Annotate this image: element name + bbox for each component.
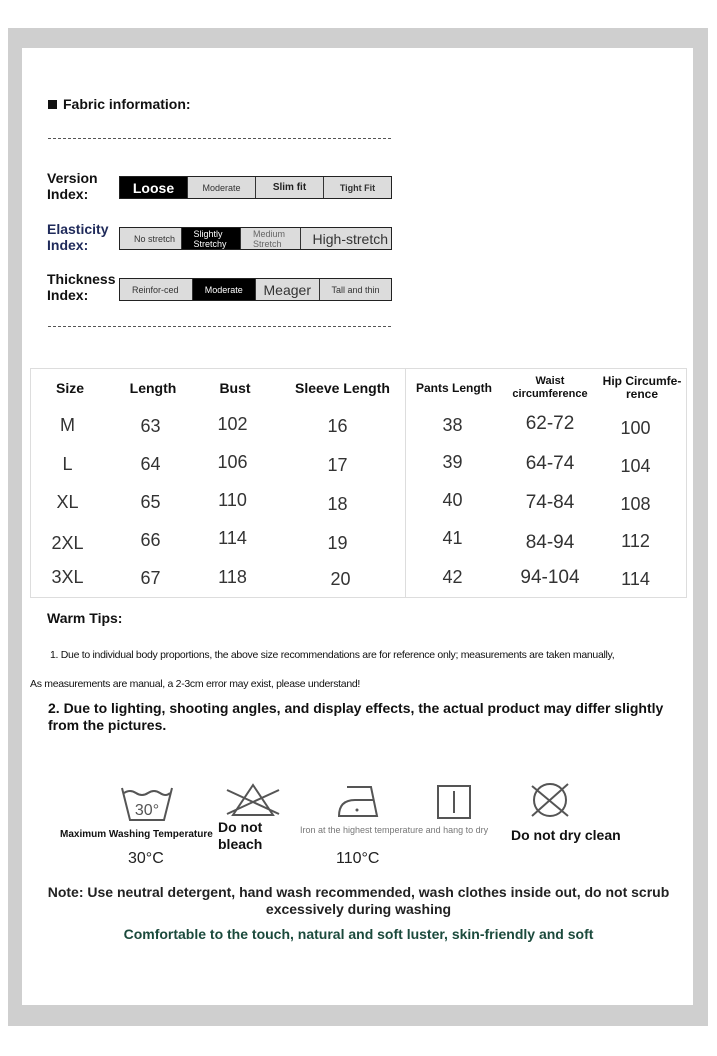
cell-hip: 100 xyxy=(620,418,651,438)
fabric-info-title: Fabric information: xyxy=(63,96,191,112)
cell-sleeve: 20 xyxy=(330,569,351,589)
cell-hip: 114 xyxy=(621,569,650,589)
header-pants-length: Pants Length xyxy=(415,381,492,395)
wash-temp: 30°C xyxy=(128,850,164,867)
thickness-option-meager: Meager xyxy=(255,279,319,300)
tip-2: 2. Due to lighting, shooting angles, and display effects, the actual product may differ slightly from the pictures. xyxy=(48,700,664,733)
dry-clean-label: Do not dry clean xyxy=(511,827,621,843)
version-option-moderate: Moderate xyxy=(187,177,255,198)
elasticity-option-slightly-stretchy: Slightly Stretchy xyxy=(181,228,241,249)
header-length: Length xyxy=(129,380,177,396)
cell-hip: 104 xyxy=(620,456,651,476)
bleach-label: Do not bleach xyxy=(218,819,263,852)
iron-label: Iron at the highest temperature and hang to dry xyxy=(300,825,489,835)
dashed-divider-top xyxy=(48,138,391,139)
cell-bust: 110 xyxy=(218,490,247,510)
cell-pants: 42 xyxy=(442,567,463,587)
elasticity-option-no-stretch: No stretch xyxy=(134,233,176,244)
wash-30-icon xyxy=(120,784,174,824)
svg-text:30°: 30° xyxy=(134,802,160,819)
cell-bust: 102 xyxy=(217,414,248,434)
header-bust: Bust xyxy=(219,380,251,396)
cell-length: 67 xyxy=(140,568,161,588)
cell-sleeve: 19 xyxy=(327,533,348,553)
thickness-index-bar xyxy=(119,278,392,301)
version-index-label xyxy=(47,170,119,202)
cell-waist: 94-104 xyxy=(520,567,580,588)
cell-waist: 84-94 xyxy=(525,532,575,553)
cell-bust: 118 xyxy=(218,567,247,587)
cell-sleeve: 18 xyxy=(327,494,348,514)
thickness-option-moderate: Moderate xyxy=(192,279,256,300)
label-line: Elasticity xyxy=(47,221,109,237)
cell-hip: 112 xyxy=(621,531,650,551)
no-bleach-icon xyxy=(225,782,281,818)
label-line: Index: xyxy=(47,287,89,303)
cell-length: 63 xyxy=(140,416,161,436)
comfort-tagline: Comfortable to the touch, natural and soft luster, skin-friendly and soft xyxy=(123,926,594,942)
label-line: Index: xyxy=(47,237,89,253)
elasticity-option-medium-stretch: Medium Stretch xyxy=(240,228,300,249)
fabric-info-heading xyxy=(48,96,191,112)
size-table-divider xyxy=(405,368,406,598)
thickness-option-tall-and-thin: Tall and thin xyxy=(319,279,392,300)
cell-waist: 74-84 xyxy=(525,492,575,513)
cell-size: XL xyxy=(56,492,79,512)
header-hip: Hip Circumfe-rence xyxy=(602,374,682,401)
cell-size: M xyxy=(60,415,75,435)
cell-size: 2XL xyxy=(51,533,84,553)
size-table xyxy=(30,368,687,598)
cell-size: L xyxy=(62,454,73,474)
cell-size: 3XL xyxy=(51,567,84,587)
cell-sleeve: 16 xyxy=(327,416,348,436)
wash-label: Maximum Washing Temperature xyxy=(60,829,213,840)
thickness-index-label xyxy=(47,271,119,303)
version-index-bar xyxy=(119,176,392,199)
thickness-option-reinforced: Reinfor-ced xyxy=(132,284,179,295)
elasticity-index-bar xyxy=(119,227,392,250)
cell-pants: 41 xyxy=(442,528,463,548)
version-option-tight-fit: Tight Fit xyxy=(323,177,391,198)
dashed-divider-bottom xyxy=(48,326,391,327)
cell-waist: 62-72 xyxy=(525,413,575,434)
care-note: Note: Use neutral detergent, hand wash recommended, wash clothes inside out, do not scrub excessively during washing xyxy=(47,884,670,917)
square-bullet-icon xyxy=(48,100,57,109)
elasticity-index-label xyxy=(47,221,119,253)
elasticity-option-high-stretch: High-stretch xyxy=(300,228,391,249)
cell-length: 64 xyxy=(140,454,161,474)
cell-hip: 108 xyxy=(620,494,651,514)
tip-1-line-1: 1. Due to individual body proportions, the above size recommendations are for reference only; measurements are taken manually, xyxy=(50,649,615,661)
iron-icon xyxy=(335,784,381,820)
label-line: Index: xyxy=(47,186,89,202)
version-option-slim-fit: Slim fit xyxy=(255,177,323,198)
tip-1-line-2: As measurements are manual, a 2-3cm error may exist, please understand! xyxy=(30,678,361,690)
warm-tips-title: Warm Tips: xyxy=(47,610,123,626)
header-waist: Waist circumference xyxy=(512,375,588,400)
header-sleeve-length: Sleeve Length xyxy=(295,380,390,396)
cell-pants: 40 xyxy=(442,490,463,510)
cell-length: 65 xyxy=(140,492,161,512)
cell-bust: 106 xyxy=(217,452,248,472)
label-line: Version xyxy=(47,170,98,186)
cell-pants: 38 xyxy=(442,415,463,435)
cell-sleeve: 17 xyxy=(327,455,348,475)
hang-dry-icon xyxy=(436,784,472,820)
cell-length: 66 xyxy=(140,530,161,550)
version-option-loose: Loose xyxy=(120,177,187,198)
header-size: Size xyxy=(55,380,84,396)
label-line: Thickness xyxy=(47,271,116,287)
iron-temp: 110°C xyxy=(336,850,380,867)
no-dry-clean-icon xyxy=(528,780,572,820)
cell-pants: 39 xyxy=(442,452,463,472)
cell-bust: 114 xyxy=(218,528,247,548)
cell-waist: 64-74 xyxy=(525,453,575,474)
